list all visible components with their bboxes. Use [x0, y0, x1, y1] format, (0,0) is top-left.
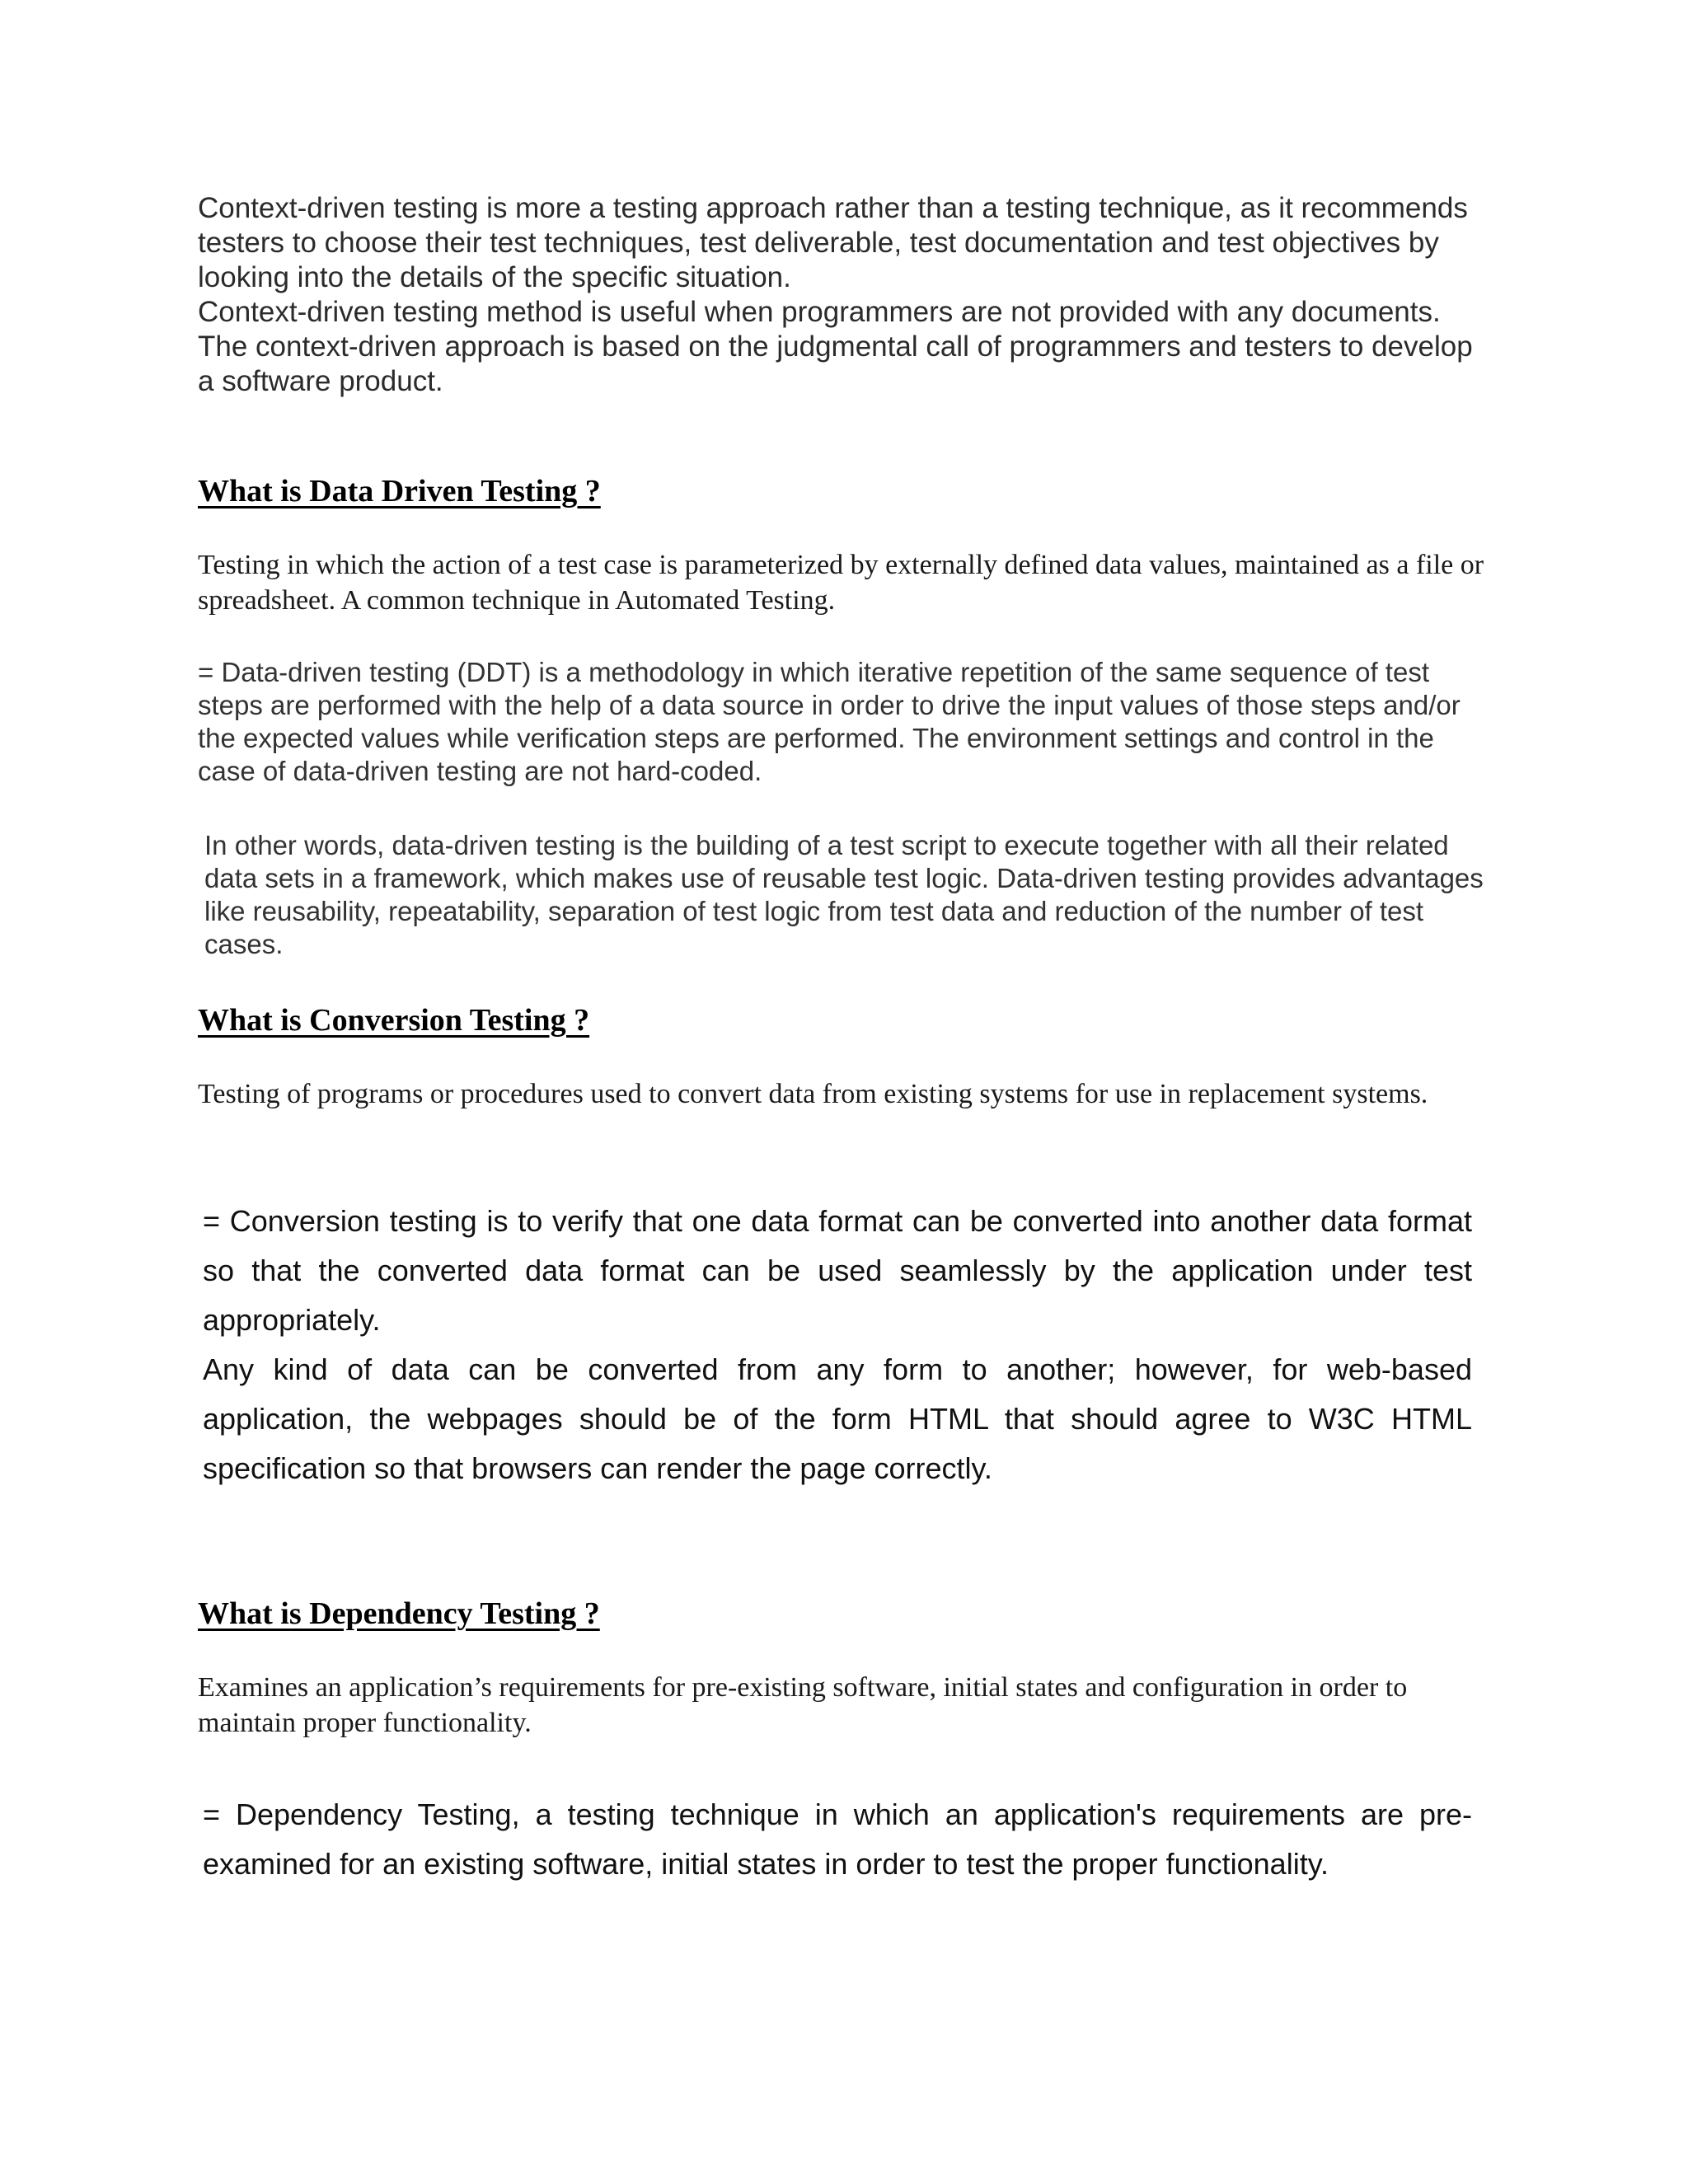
dependency-definition: Examines an application’s requirements for pre-existing software, initial states and configuration in order to maintain proper functionality. [198, 1672, 1408, 1738]
heading-data-driven-testing: What is Data Driven Testing ? [198, 474, 601, 509]
data-driven-explanation: = Data-driven testing (DDT) is a methodology in which iterative repetition of the same sequence of test steps are performed with the help of a data source in order to drive the input values of those steps and/or the expected values while verification steps are performed. The environment settings and control in the case of data-driven testing are not hard-coded. [198, 657, 1461, 786]
intro-line-2: Context-driven testing method is useful when programmers are not provided with any documents. [198, 296, 1441, 328]
data-driven-definition: Testing in which the action of a test case is parameterized by externally defined data values, maintained as a file or spreadsheet. A common technique in Automated Testing. [198, 550, 1484, 616]
data-driven-extra: In other words, data-driven testing is the building of a test script to execute together with all their related data sets in a framework, which makes use of reusable test logic. Data-driven testing provides advantages like reusability, repeatability, separation of test logic from test data and reduction of the number of test cases. [204, 830, 1484, 959]
heading-conversion-testing: What is Conversion Testing ? [198, 1003, 590, 1038]
intro-line-1: Context-driven testing is more a testing approach rather than a testing technique, as it recommends testers to choose their test techniques, test deliverable, test documentation and test objectives by looking into the details of the specific situation. [198, 192, 1468, 293]
conversion-explanation [203, 1197, 1472, 1493]
intro-paragraph [198, 191, 1484, 399]
conversion-definition: Testing of programs or procedures used to convert data from existing systems for use in replacement systems. [198, 1079, 1428, 1109]
heading-dependency-testing: What is Dependency Testing ? [198, 1596, 600, 1631]
dependency-explanation: = Dependency Testing, a testing technique in which an application's requirements are pre-examined for an existing software, initial states in order to test the proper functionality. [203, 1797, 1472, 1881]
intro-line-3: The context-driven approach is based on the judgmental call of programmers and testers to develop a software product. [198, 330, 1473, 397]
conversion-explanation-para-2: Any kind of data can be converted from any form to another; however, for web-based application, the webpages should be of the form HTML that should agree to W3C HTML specification so that browsers can render the page correctly. [203, 1352, 1472, 1485]
conversion-explanation-para-1: = Conversion testing is to verify that one data format can be converted into another data format so that the converted data format can be used seamlessly by the application under test appropriately. [203, 1204, 1472, 1337]
